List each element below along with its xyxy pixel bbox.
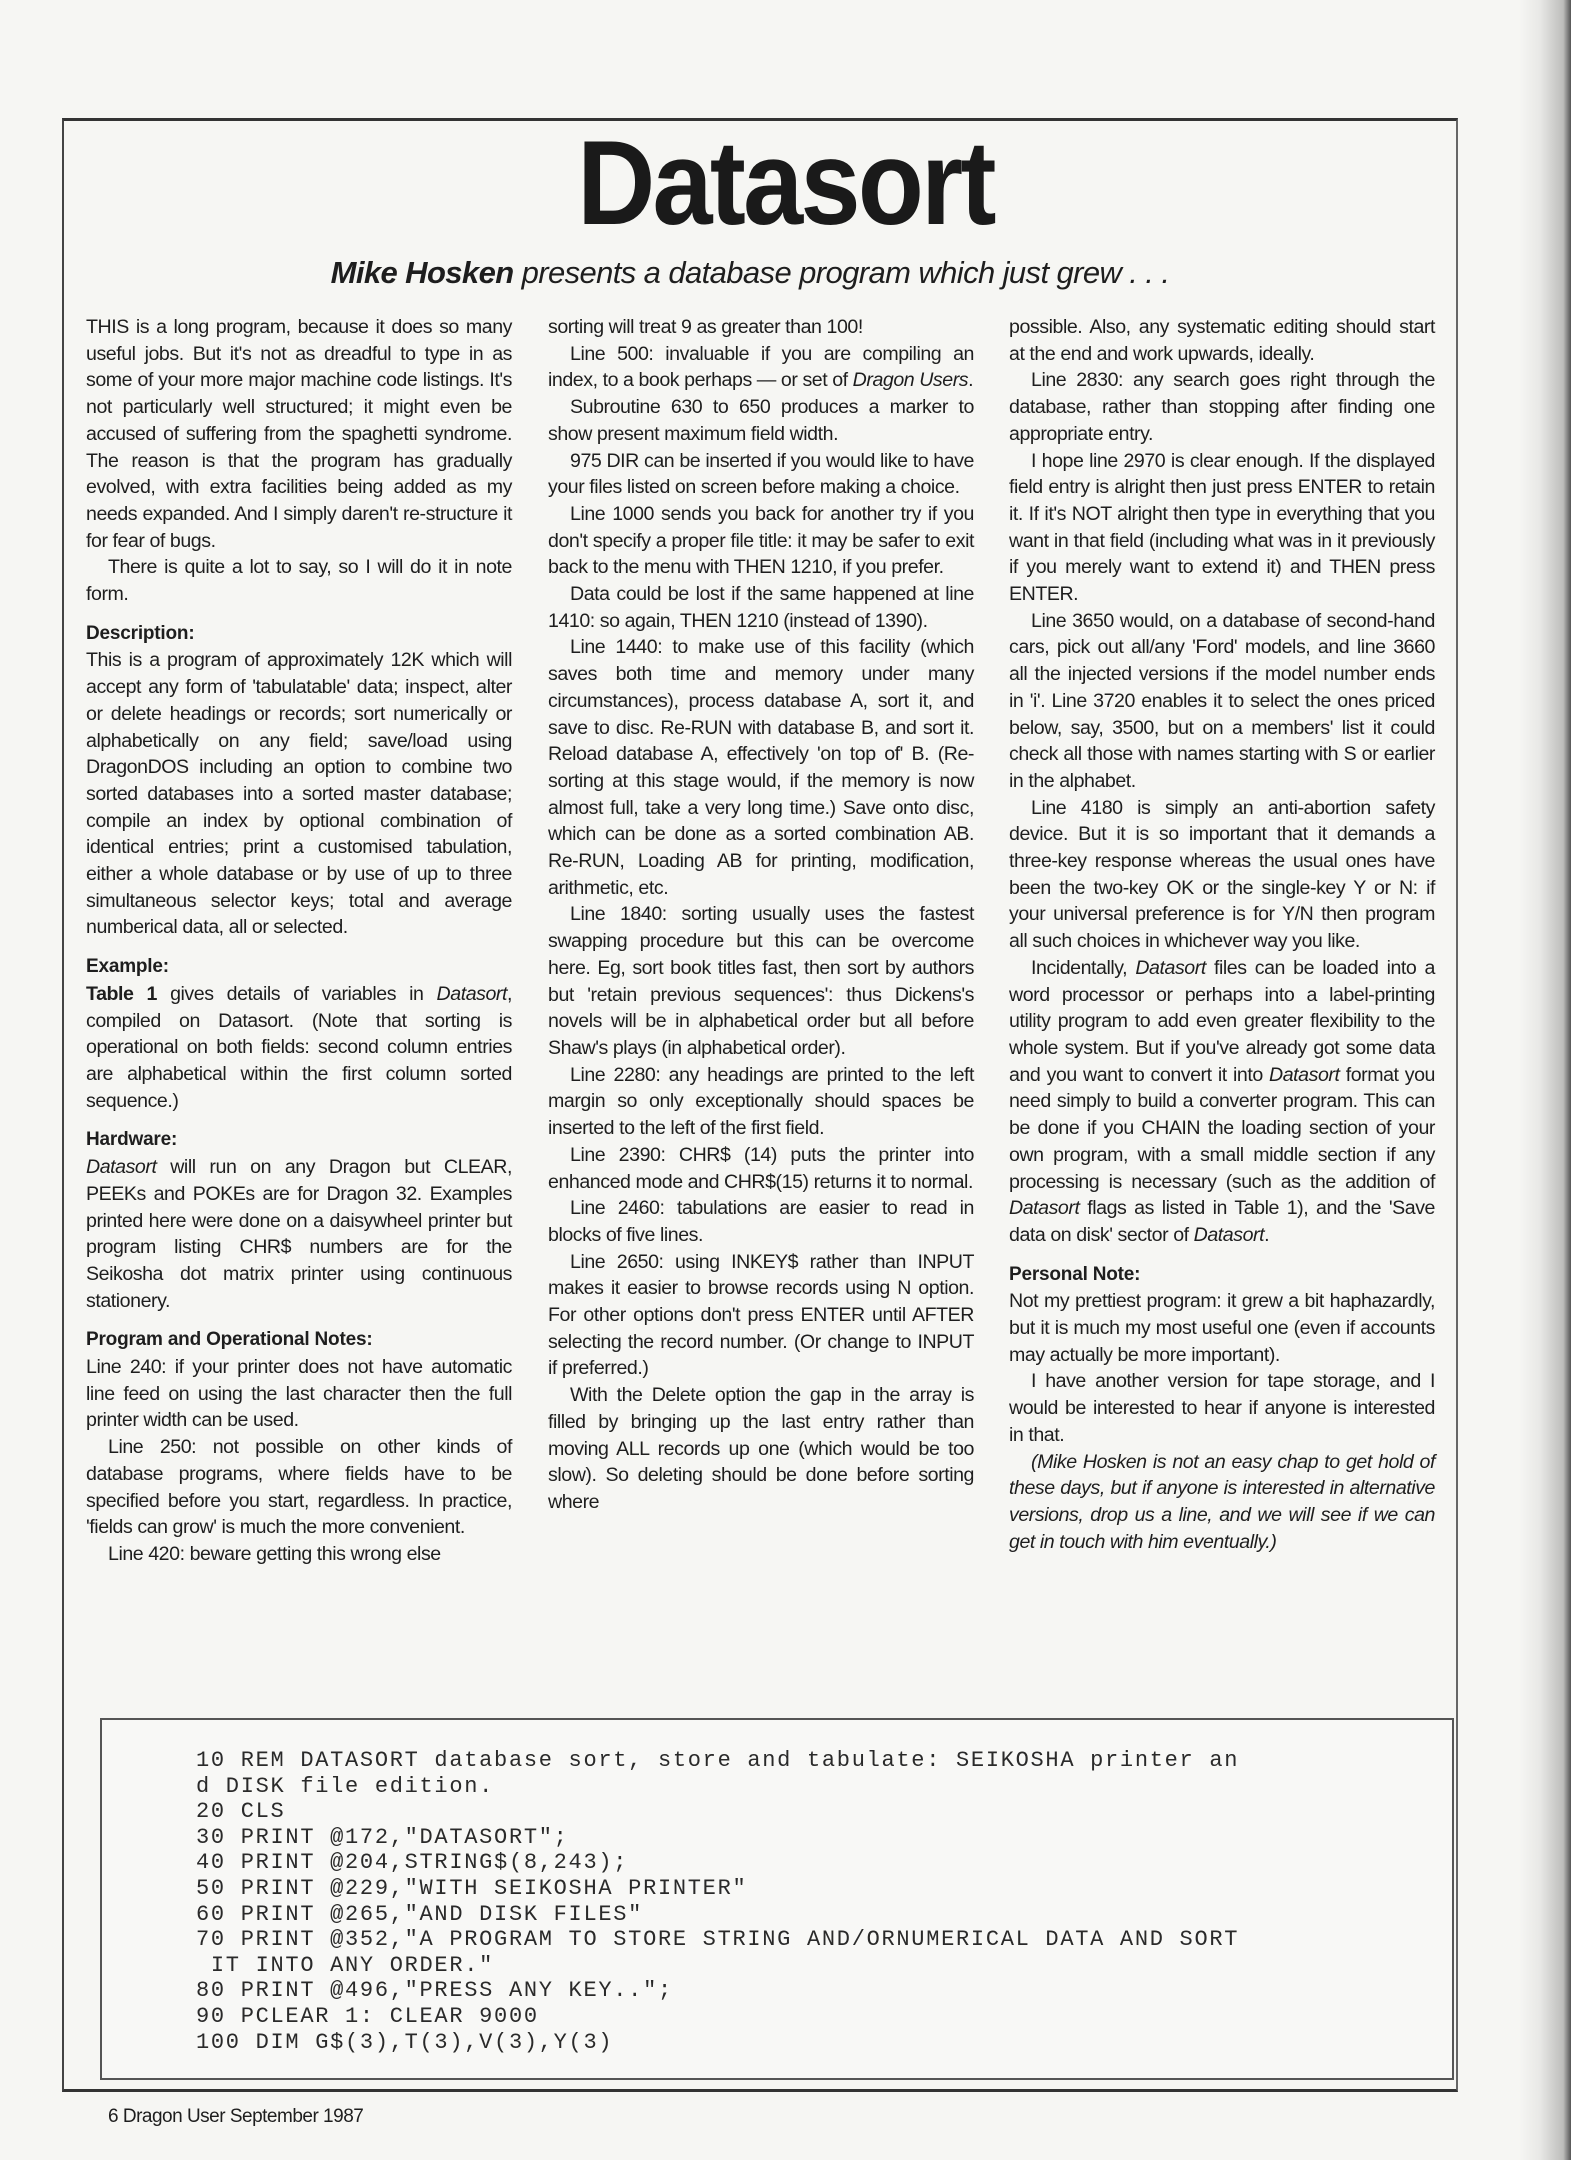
section-heading <box>86 621 512 648</box>
paragraph <box>86 981 512 1115</box>
text-run: Line 2390: CHR$ (14) puts the printer into enhanced mode and CHR$(15) returns it to normal. <box>548 1143 974 1193</box>
paragraph <box>1009 1288 1435 1368</box>
italic-text: Datasort <box>1269 1063 1340 1086</box>
code-line: 90 PCLEAR 1: CLEAR 9000 <box>196 2003 539 2029</box>
paragraph <box>548 341 974 394</box>
text-run: sorting will treat 9 as greater than 100! <box>548 316 863 338</box>
paragraph <box>86 1354 512 1434</box>
italic-text: (Mike Hosken is not an easy chap to get hold of these days, but if anyone is interested in alternative versions, drop us a line, and we will see if we can get in touch with him eventually.) <box>1009 1450 1435 1553</box>
text-run: Line 1440: to make use of this facility (which saves both time and memory under many circumstances), process database A, sort it, and save to disc. Re-RUN with database B, and sort it. Reload database A, effectively 'on top of' B. (Re-sorting at this stage would, if the memory is now almost full, take a very long time.) Save onto disc, which can be done as a sorted combination AB. Re-RUN, Loading AB for printing, modification, arithmetic, etc. <box>548 636 974 899</box>
code-line: 40 PRINT @204,STRING$(8,243); <box>196 1850 629 1876</box>
paragraph <box>548 448 974 501</box>
code-line: 20 CLS <box>196 1799 286 1825</box>
paragraph <box>548 1062 974 1142</box>
text-run: Not my prettiest program: it grew a bit haphazardly, but it is much my most useful one (even if accounts may actually be more important). <box>1009 1290 1435 1366</box>
code-line: 100 DIM G$(3),T(3),V(3),Y(3) <box>196 2029 614 2055</box>
text-run: will run on any Dragon but CLEAR, PEEKs and POKEs are for Dragon 32. Examples printed here were done on a daisywheel printer but program listing CHR$ numbers are for the Seikosha dot matrix printer using continuous stationery. <box>86 1156 512 1312</box>
text-run: Line 1000 sends you back for another try if you don't specify a proper file title: it may be safer to exit back to the menu with THEN 1210, if you prefer. <box>548 502 974 579</box>
text-run: Program and Operational Notes: <box>86 1329 373 1351</box>
text-run: Line 240: if your printer does not have automatic line feed on using the last character then the full printer width can be used. <box>86 1356 512 1432</box>
code-line: d DISK file edition. <box>196 1773 495 1799</box>
text-run: Hardware: <box>86 1129 178 1151</box>
text-run: format you need simply to build a converter program. This can be done if you CHAIN the loading section of your own program, with a small middle section if any processing is necessary (such as the addition of <box>1009 1063 1435 1193</box>
text-run: . <box>968 369 974 392</box>
paragraph <box>548 581 974 634</box>
program-listing <box>196 1748 1239 2055</box>
text-column-2 <box>548 314 974 1516</box>
text-run: I hope line 2970 is clear enough. If the displayed field entry is alright then just press ENTER to retain it. If it's NOT alright then type in everything that you want in that field (including what was in it previously if you merely want to extend it) and THEN press ENTER. <box>1009 449 1435 606</box>
italic-text: Datasort <box>1193 1223 1265 1246</box>
paragraph <box>548 901 974 1061</box>
text-run: Line 2460: tabulations are easier to read in blocks of five lines. <box>548 1197 974 1246</box>
code-line: IT INTO ANY ORDER." <box>196 1952 495 1978</box>
section-heading <box>86 1127 512 1154</box>
section-heading <box>1009 1262 1435 1289</box>
code-line: 70 PRINT @352,"A PROGRAM TO STORE STRING AND/ORNUMERICAL DATA AND SORT <box>196 1927 1240 1953</box>
paragraph <box>1009 1368 1435 1448</box>
text-column-3 <box>1009 314 1435 1555</box>
text-run: Line 420: beware getting this wrong else <box>108 1542 441 1565</box>
paragraph <box>86 1154 512 1314</box>
paragraph <box>548 634 974 901</box>
text-run: Line 1840: sorting usually uses the fastest swapping procedure but this can be overcome here. Eg, sort book titles fast, then sort by authors but 'retain previous sequences': thus Dickens's novels will be in alphabetical order but all before Shaw's plays (in alphabetical order). <box>548 903 974 1059</box>
bold-text: Table 1 <box>86 982 157 1005</box>
paragraph <box>86 647 512 941</box>
text-run: Incidentally, <box>1031 956 1136 979</box>
section-heading <box>86 954 512 981</box>
text-run: Example: <box>86 956 169 978</box>
text-run: possible. Also, any systematic editing should start at the end and work upwards, ideally. <box>1009 316 1435 365</box>
text-run: Line 500: invaluable if you are compiling an index, to a book perhaps — or set of <box>548 342 974 392</box>
code-line: 60 PRINT @265,"AND DISK FILES" <box>196 1901 644 1927</box>
paragraph <box>1009 795 1435 955</box>
paragraph <box>548 1142 974 1195</box>
paragraph <box>548 1382 974 1516</box>
article-title: Datasort <box>577 116 994 250</box>
text-run: Subroutine 630 to 650 produces a marker to show present maximum field width. <box>548 396 974 445</box>
paragraph <box>1009 448 1435 608</box>
italic-text: Datasort <box>1135 956 1206 979</box>
text-run: This is a program of approximately 12K which will accept any form of 'tabulatable' data; inspect, alter or delete headings or records; sort numerically or alphabetically on any field; save/load using DragonDOS including an option to combine two sorted databases into a sorted master database; compile an index by optional combination of identical entries; print a customised tabulation, either a whole database or by use of up to three simultaneous selector keys; total and average numberical data, all or selected. <box>86 649 512 939</box>
text-run: . <box>1264 1223 1270 1246</box>
italic-text: Datasort <box>436 982 507 1005</box>
paragraph <box>1009 367 1435 447</box>
paragraph <box>548 501 974 581</box>
text-run: Line 250: not possible on other kinds of database programs, where fields have to be specified before you start, regardless. In practice, 'fields can grow' is much the more convenient. <box>86 1436 512 1539</box>
code-line: 80 PRINT @496,"PRESS ANY KEY.."; <box>196 1978 673 2004</box>
text-run: I have another version for tape storage, and I would be interested to hear if anyone is interested in that. <box>1009 1370 1435 1446</box>
paragraph <box>86 314 512 554</box>
text-column-1 <box>86 314 512 1568</box>
paragraph <box>548 1195 974 1248</box>
paragraph <box>548 314 974 341</box>
text-run: gives details of variables in <box>157 982 437 1005</box>
code-line: 30 PRINT @172,"DATASORT"; <box>196 1824 569 1850</box>
paragraph <box>1009 608 1435 795</box>
text-run: THIS is a long program, because it does so many useful jobs. But it's not as dreadful to type in as some of your more major machine code listings. It's not particularly well structured; it might even be accused of suffering from the spaghetti syndrome. The reason is that the program has gradually evolved, with extra facilities being added as my needs expanded. And I simply daren't re-structure it for fear of bugs. <box>86 316 512 552</box>
text-run: , compiled on Datasort. (Note that sorting is operational on both fields: second column entries are alphabetical within the first column sorted sequence.) <box>86 982 512 1112</box>
program-listing-box <box>100 1718 1454 2080</box>
text-run: Personal Note: <box>1009 1263 1141 1285</box>
page-footer: 6 Dragon User September 1987 <box>108 2106 364 2127</box>
code-line: 10 REM DATASORT database sort, store and tabulate: SEIKOSHA printer an <box>196 1748 1240 1773</box>
section-heading <box>86 1327 512 1354</box>
text-run: flags as listed in Table 1), and the 'Save data on disk' sector of <box>1009 1197 1435 1246</box>
text-run: There is quite a lot to say, so I will do it in note form. <box>86 556 512 606</box>
paragraph <box>1009 955 1435 1249</box>
code-line: 50 PRINT @229,"WITH SEIKOSHA PRINTER" <box>196 1875 748 1901</box>
text-run: 975 DIR can be inserted if you would like to have your files listed on screen before making a choice. <box>548 449 974 499</box>
italic-text: Datasort <box>86 1156 157 1179</box>
paragraph <box>86 554 512 607</box>
italic-text: Dragon Users <box>852 369 969 392</box>
text-run: Line 2650: using INKEY$ rather than INPUT makes it easier to browse records using N option. For other options don't press ENTER until AFTER selecting the record number. (Or change to INPUT if preferred.) <box>548 1250 974 1380</box>
paragraph <box>86 1541 512 1568</box>
paragraph <box>1009 1449 1435 1556</box>
text-run: Line 3650 would, on a database of second-hand cars, pick out all/any 'Ford' models, and line 3660 all the injected versions if the model number ends in 'i'. Line 3720 enables it to select the ones priced below, say, 3500, but on a members' list it could check all those with names starting with S or earlier in the alphabet. <box>1009 609 1435 792</box>
text-run: Line 2830: any search goes right through the database, rather than stopping after finding one appropriate entry. <box>1009 369 1435 445</box>
text-run: Line 2280: any headings are printed to the left margin so only exceptionally should spaces be inserted to the left of the first field. <box>548 1063 974 1140</box>
text-run: Description: <box>86 622 195 644</box>
paragraph <box>548 1249 974 1383</box>
paragraph <box>1009 314 1435 367</box>
text-run: Line 4180 is simply an anti-abortion safety device. But it is so important that it demands a three-key response whereas the usual ones have been the two-key OK or the single-key Y or N: if your universal preference is for Y/N then program all such choices in whichever way you like. <box>1009 796 1435 953</box>
text-run: Data could be lost if the same happened at line 1410: so again, THEN 1210 (instead of 1390). <box>548 583 974 632</box>
page-gutter-shadow <box>1519 0 1571 2160</box>
paragraph <box>86 1434 512 1541</box>
paragraph <box>548 394 974 447</box>
italic-text: Datasort <box>1009 1197 1080 1220</box>
article-subtitle <box>0 255 1500 291</box>
text-run: files can be loaded into a word processor or perhaps into a label-printing utility program to add even greater flexibility to the whole system. But if you've already got some data and you want to convert it into <box>1009 956 1435 1086</box>
text-run: With the Delete option the gap in the array is filled by bringing up the last entry rather than moving ALL records up one (which would be too slow). So deleting should be done before sorting where <box>548 1384 974 1513</box>
subtitle-text: presents a database program which just grew . . . <box>513 255 1170 290</box>
author-name: Mike Hosken <box>330 255 514 290</box>
